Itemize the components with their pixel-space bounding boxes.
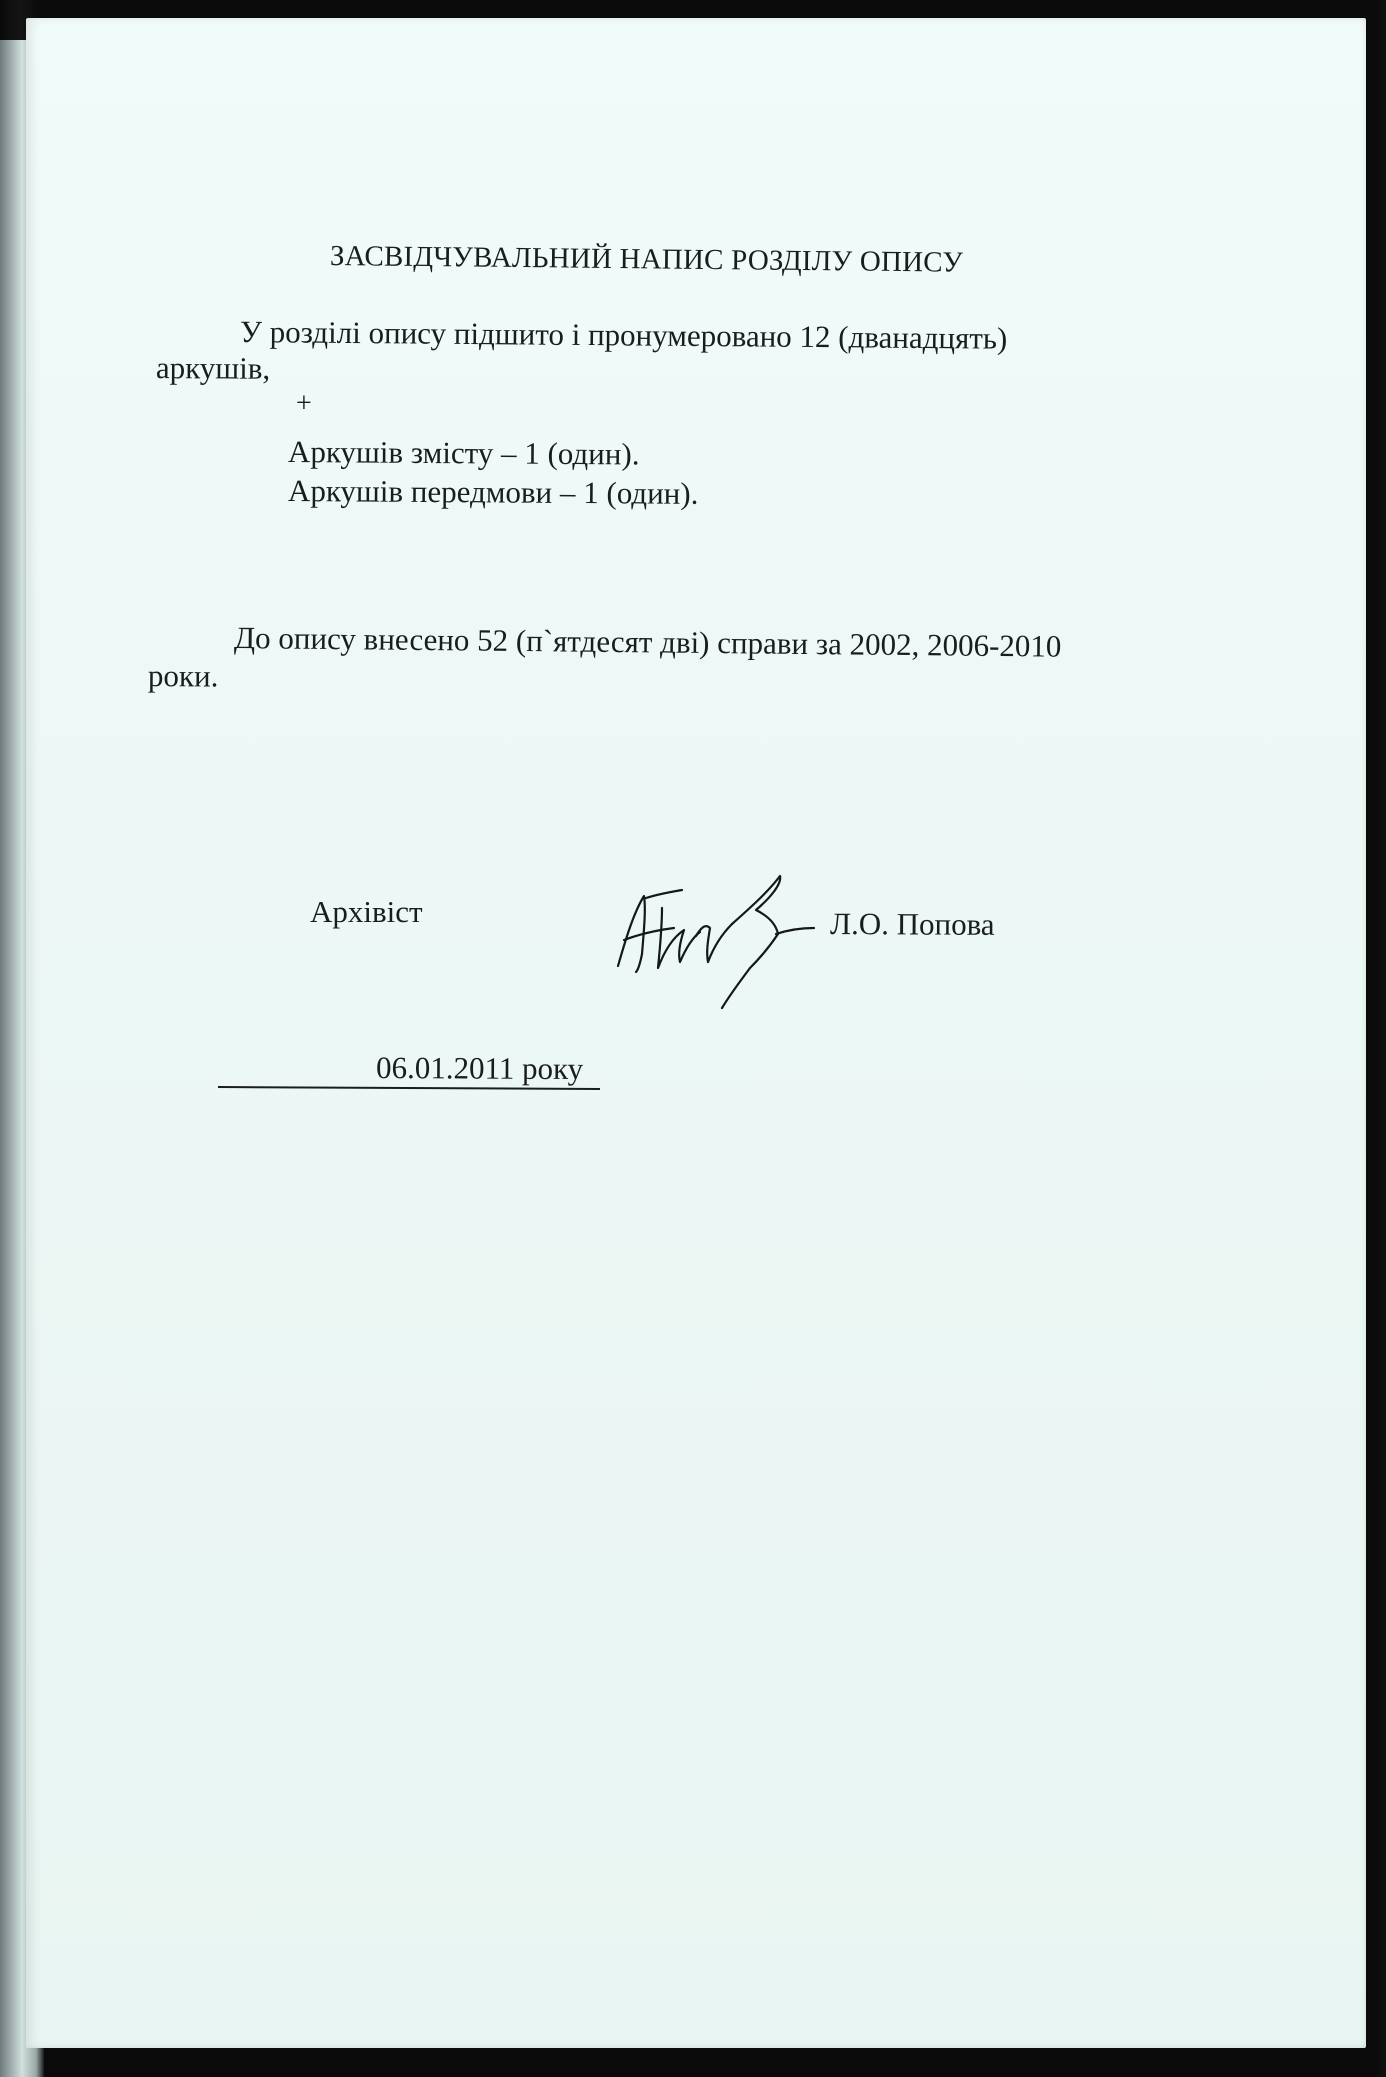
handwritten-signature (600, 868, 840, 1018)
right-edge-shadow (1374, 0, 1386, 2077)
contents-sheets-line: Аркушів змісту – 1 (один). (287, 434, 640, 472)
signer-name: Л.О. Попова (829, 906, 995, 942)
plus-sign: + (296, 388, 312, 419)
paragraph-1-line-1: У розділі опису підшито і пронумеровано 12 (дванадцять) (239, 314, 1008, 356)
document-title: ЗАСВІДЧУВАЛЬНИЙ НАПИС РОЗДІЛУ ОПИСУ (329, 240, 964, 279)
paragraph-1-line-2: аркушів, (155, 350, 271, 386)
preface-sheets-line: Аркушів передмови – 1 (один). (287, 473, 699, 511)
paragraph-2-line-1: До опису внесено 52 (п`ятдесят дві) справи за 2002, 2006-2010 (233, 620, 1062, 664)
archivist-label: Архівіст (310, 894, 423, 929)
paragraph-2-line-2: роки. (147, 658, 219, 694)
document-date: 06.01.2011 року (375, 1050, 584, 1087)
